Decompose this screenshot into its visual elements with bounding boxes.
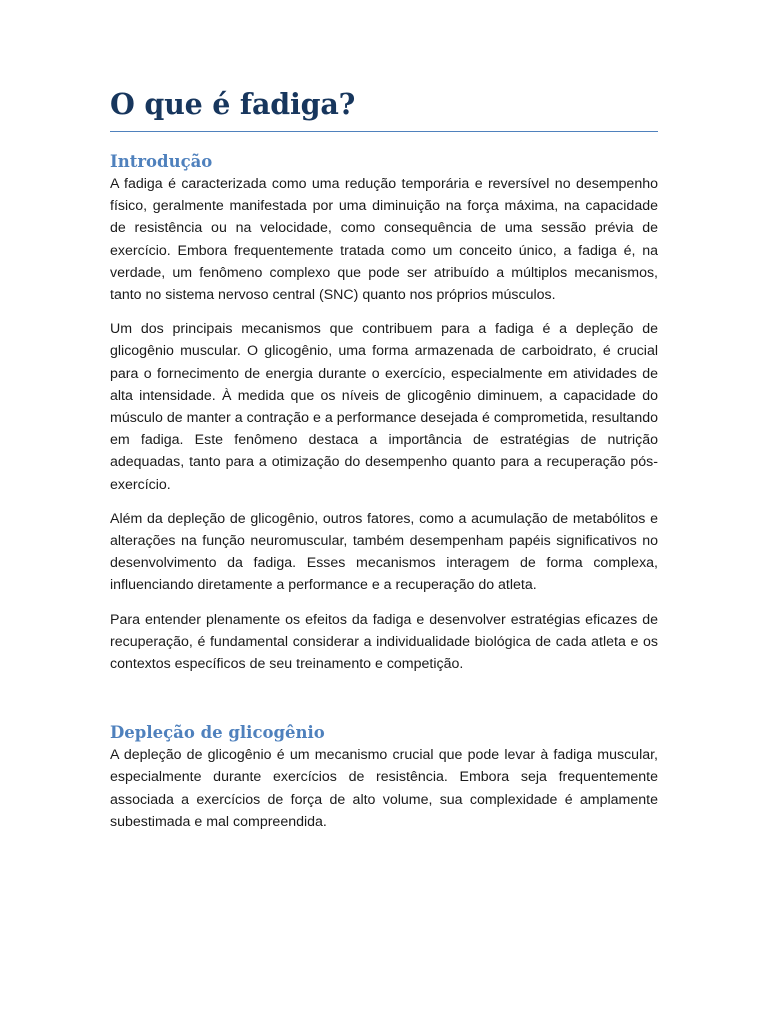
- paragraph: A fadiga é caracterizada como uma redução temporária e reversível no desempenho físico, geralmente manifestada por uma diminuição na força máxima, na capacidade de resistência ou na velocidade, como consequência de uma sessão prévia de exercício. Embora frequentemente tratada como um conceito único, a fadiga é, na verdade, um fenômeno complexo que pode ser atribuído a múltiplos mecanismos, tanto no sistema nervoso central (SNC) quanto nos próprios músculos.: [110, 176, 658, 304]
- paragraph: Além da depleção de glicogênio, outros fatores, como a acumulação de metabólitos e alterações na função neuromuscular, também desempenham papéis significativos no desenvolvimento da fadiga. Esses mecanismos interagem de forma complexa, influenciando diretamente a performance e a recuperação do atleta.: [110, 510, 658, 594]
- section-heading-introducao: Introdução: [110, 152, 213, 171]
- paragraph: A depleção de glicogênio é um mecanismo crucial que pode levar à fadiga muscular, especialmente durante exercícios de resistência. Embora seja frequentemente associada a exercícios de força de alto volume, sua complexidade é amplamente subestimada e mal compreendida.: [110, 747, 658, 830]
- paragraph: Para entender plenamente os efeitos da fadiga e desenvolver estratégias eficazes de recuperação, é fundamental considerar a individualidade biológica de cada atleta e os contextos específicos de seu treinamento e competição.: [110, 611, 658, 673]
- section-heading-deplecao: Depleção de glicogênio: [110, 723, 325, 743]
- paragraph: Um dos principais mecanismos que contribuem para a fadiga é a depleção de glicogênio muscular. O glicogênio, uma forma armazenada de carboidrato, é crucial para o fornecimento de energia durante o exercício, especialmente em atividades de alta intensidade. À medida que os níveis de glicogênio diminuem, a capacidade do músculo de manter a contração e a performance desejada é comprometida, resultando em fadiga. Este fenômeno destaca a importância de estratégias de nutrição adequadas, tanto para a otimização do desempenho quanto para a recuperação pós-exercício.: [110, 321, 658, 493]
- page-title: O que é fadiga?: [110, 86, 658, 132]
- document-page: [110, 86, 658, 845]
